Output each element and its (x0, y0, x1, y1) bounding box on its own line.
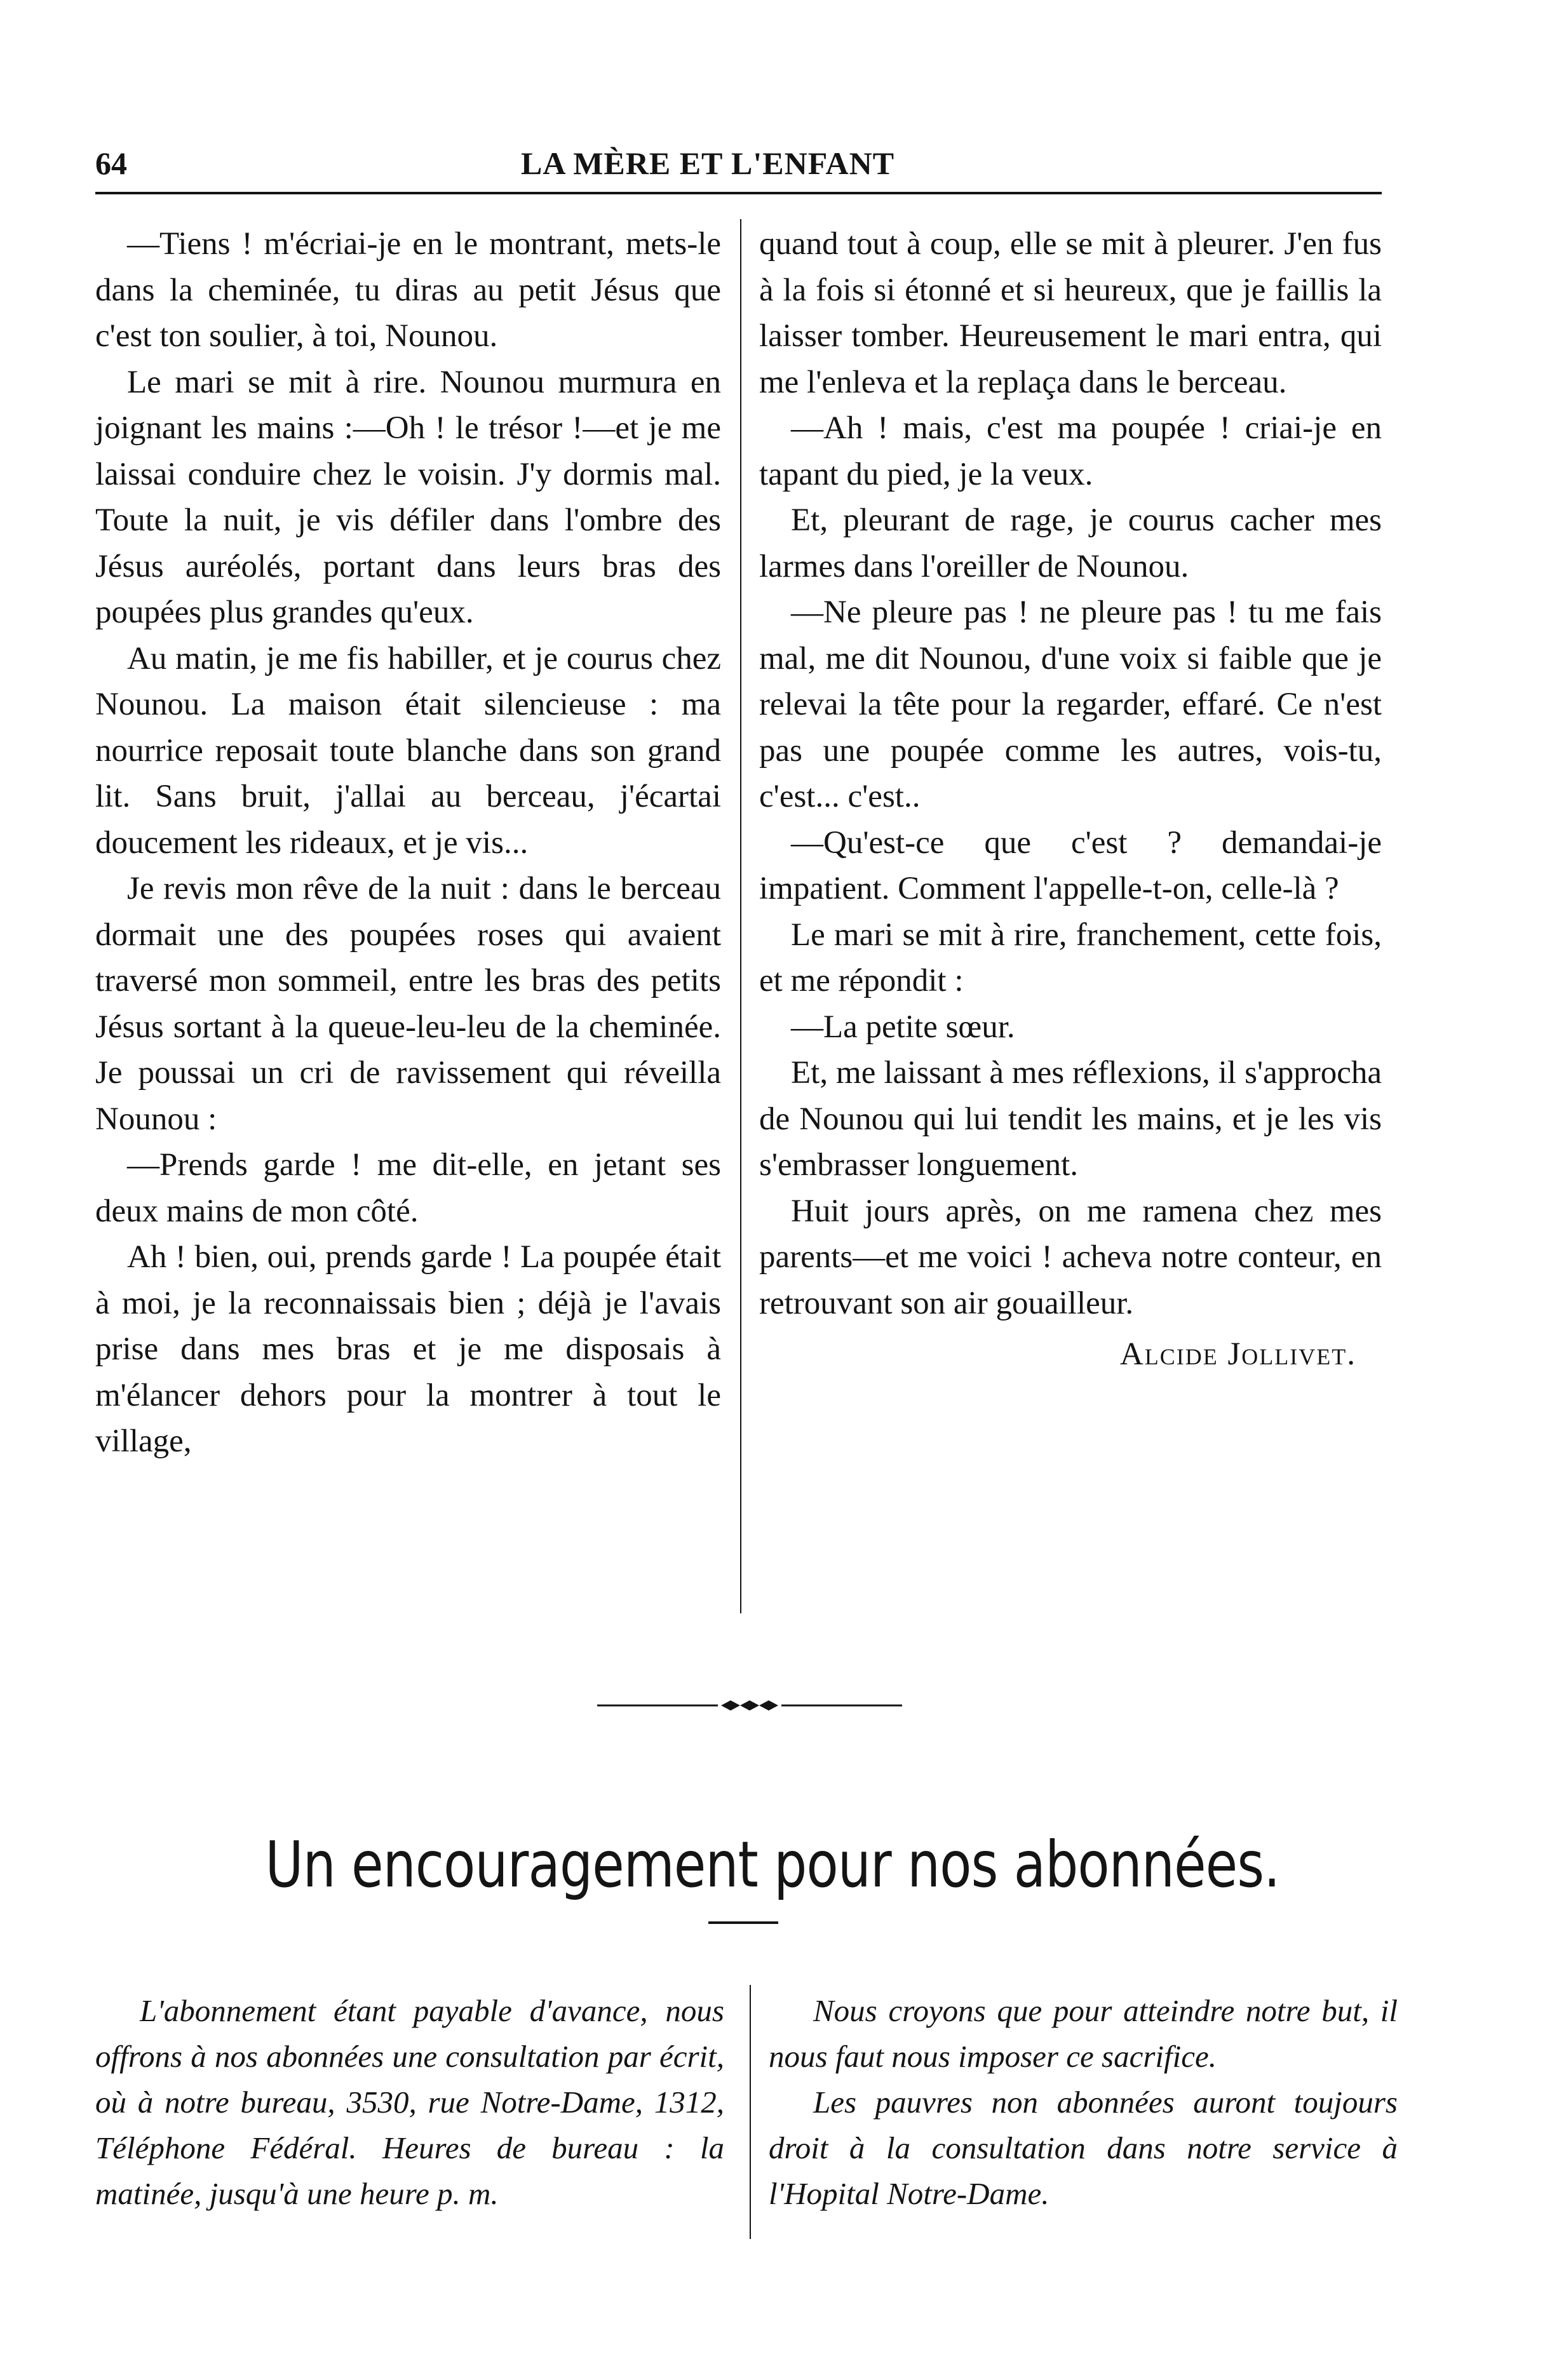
story-paragraph: —Ne pleure pas ! ne pleure pas ! tu me fais mal, me dit Nounou, d'une voix si faible que je relevai la tête pour la regarder, effaré. Ce n'est pas une poupée comme les autres, vois-tu, c'est... c'est.. (759, 595, 1382, 814)
story-paragraph: Au matin, je me fis habiller, et je courus chez Nounou. La maison était silencieuse : ma nourrice reposait toute blanche dans son grand lit. Sans bruit, j'allai au berceau, j'écartai doucement les rideaux, et je vis... (95, 640, 721, 861)
notice-paragraph: L'abonnement étant payable d'avance, nous offrons à nos abonnées une consultation par écrit, où à notre bureau, 3530, rue Notre-Dame, 1312, Téléphone Fédéral. Heures de bureau : la matinée, jusqu'à une heure p. m. (95, 1993, 724, 2211)
story-left-column (95, 221, 721, 1465)
section-ornament (597, 1696, 902, 1715)
story-paragraph: quand tout à coup, elle se mit à pleurer. J'en fus à la fois si étonné et si heureux, que je faillis la laisser tomber. Heureusement le mari entra, qui me l'enleva et la replaça dans le berceau. (759, 226, 1382, 400)
story-paragraph: —La petite sœur. (791, 1009, 1015, 1045)
story-paragraph: —Qu'est-ce que c'est ? demandai-je impatient. Comment l'appelle-t-on, celle-là ? (759, 824, 1382, 906)
author-signature: Alcide Jollivet. (1119, 1336, 1356, 1372)
title-rule (708, 1921, 778, 1924)
column-divider (740, 219, 741, 1613)
story-paragraph: —Prends garde ! me dit-elle, en jetant ses deux mains de mon côté. (95, 1147, 721, 1229)
story-paragraph: Et, me laissant à mes réflexions, il s'approcha de Nounou qui lui tendit les mains, et je les vis s'embrasser longuement. (759, 1055, 1382, 1183)
story-paragraph: Huit jours après, on me ramena chez mes parents—et me voici ! acheva notre conteur, en retrouvant son air gouailleur. (759, 1193, 1382, 1321)
story-paragraph: Le mari se mit à rire, franchement, cette fois, et me répondit : (759, 917, 1382, 998)
notice-title: Un encouragement pour nos abonnées. (265, 1827, 1280, 1902)
notice-paragraph: Les pauvres non abonnées auront toujours droit à la consultation dans notre service à l'Hopital Notre-Dame. (769, 2085, 1398, 2211)
story-paragraph: —Tiens ! m'écriai-je en le montrant, mets-le dans la cheminée, tu diras au petit Jésus que c'est ton soulier, à toi, Nounou. (95, 226, 721, 354)
notice-right-column (769, 1988, 1398, 2217)
story-paragraph: Ah ! bien, oui, prends garde ! La poupée était à moi, je la reconnaissais bien ; déjà je l'avais prise dans mes bras et je me disposais à m'élancer dehors pour la montrer à tout le village, (95, 1239, 721, 1459)
story-paragraph: Le mari se mit à rire. Nounou murmura en joignant les mains :—Oh ! le trésor !—et je me laissai conduire chez le voisin. J'y dormis mal. Toute la nuit, je vis défiler dans l'ombre des Jésus auréolés, portant dans leurs bras des poupées plus grandes qu'eux. (95, 364, 721, 630)
notice-left-column (95, 1988, 724, 2217)
notice-paragraph: Nous croyons que pour atteindre notre but, il nous faut nous imposer ce sacrifice. (769, 1993, 1398, 2074)
story-right-column (759, 221, 1382, 1378)
story-paragraph: Je revis mon rêve de la nuit : dans le berceau dormait une des poupées roses qui avaient traversé mon sommeil, entre les bras des petits Jésus sortant à la queue-leu-leu de la cheminée. Je poussai un cri de ravissement qui réveilla Nounou : (95, 871, 721, 1137)
notice-column-divider (750, 1985, 751, 2239)
header-rule (95, 192, 1382, 194)
running-title: LA MÈRE ET L'ENFANT (521, 145, 895, 181)
story-paragraph: —Ah ! mais, c'est ma poupée ! criai-je en tapant du pied, je la veux. (759, 410, 1382, 492)
page-number: 64 (95, 145, 127, 181)
story-paragraph: Et, pleurant de rage, je courus cacher mes larmes dans l'oreiller de Nounou. (759, 502, 1382, 584)
